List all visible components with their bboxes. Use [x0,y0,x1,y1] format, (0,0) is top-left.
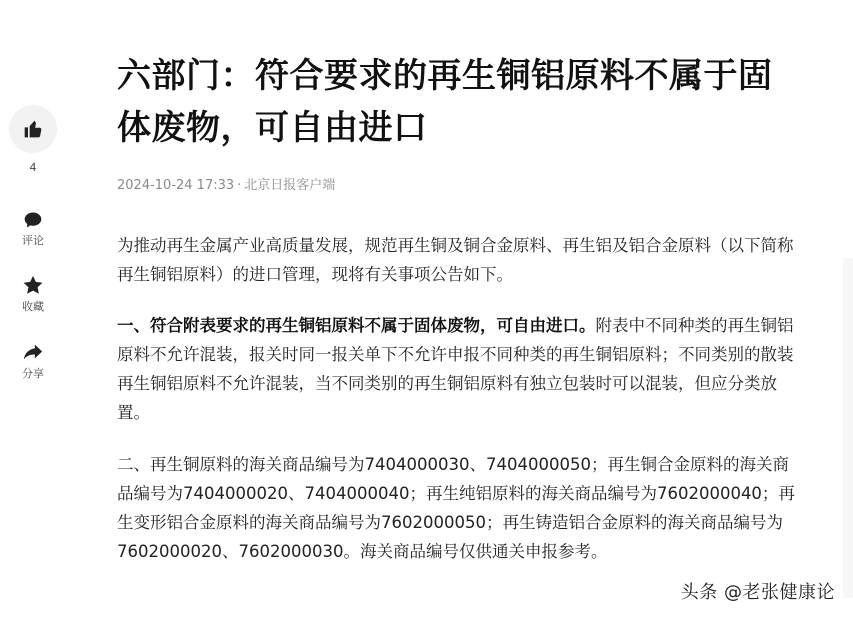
share-icon [0,341,66,363]
thumbs-up-icon [23,119,43,139]
comment-label: 评论 [22,234,44,247]
article-title: 六部门：符合要求的再生铜铝原料不属于固体废物，可自由进口 [117,56,773,148]
meta-separator: · [237,178,242,193]
favorite-button[interactable] [0,274,66,314]
section-one-heading: 一、符合附表要求的再生铜铝原料不属于固体废物，可自由进口。 [117,316,596,335]
paragraph-intro: 为推动再生金属产业高质量发展，规范再生铜及铜合金原料、再生铝及铝合金原料（以下简称再生铜铝原料）的进口管理，现将有关事项公告如下。 [117,236,794,284]
article-source: 北京日报客户端 [244,178,336,193]
like-button[interactable] [0,105,66,174]
paragraph-section-one [117,311,797,427]
comment-button[interactable] [0,210,66,248]
share-button[interactable] [0,341,66,381]
right-panel-edge [843,258,853,598]
watermark: 头条 @老张健康论 [680,582,835,603]
comment-icon [0,210,66,230]
share-label: 分享 [22,367,44,380]
publish-date: 2024-10-24 17:33 [117,178,235,193]
article-meta [117,174,335,193]
like-icon-circle[interactable] [9,105,57,153]
paragraph-section-two: 二、再生铜原料的海关商品编号为7404000030、7404000050；再生铜合金原料的海关商品编号为7404000020、7404000040；再生纯铝原料的海关商品编号为7602000040；再生变形铝合金原料的海关商品编号为7602000050；再生铸造铝合金原料的海关商品编号为7602000020、7602000030。海关商品编号仅供通关申报参考。 [117,455,795,561]
like-count: 4 [29,161,37,174]
star-icon [0,274,66,296]
section-one-body: 附表中不同种类的再生铜铝原料不允许混装，报关时同一报关单下不允许申报不同种类的再生铜铝原料；不同类别的散装再生铜铝原料不允许混装，当不同类别的再生铜铝原料有独立包装时可以混装，但应分类放置。 [117,316,794,422]
favorite-label: 收藏 [22,300,44,313]
